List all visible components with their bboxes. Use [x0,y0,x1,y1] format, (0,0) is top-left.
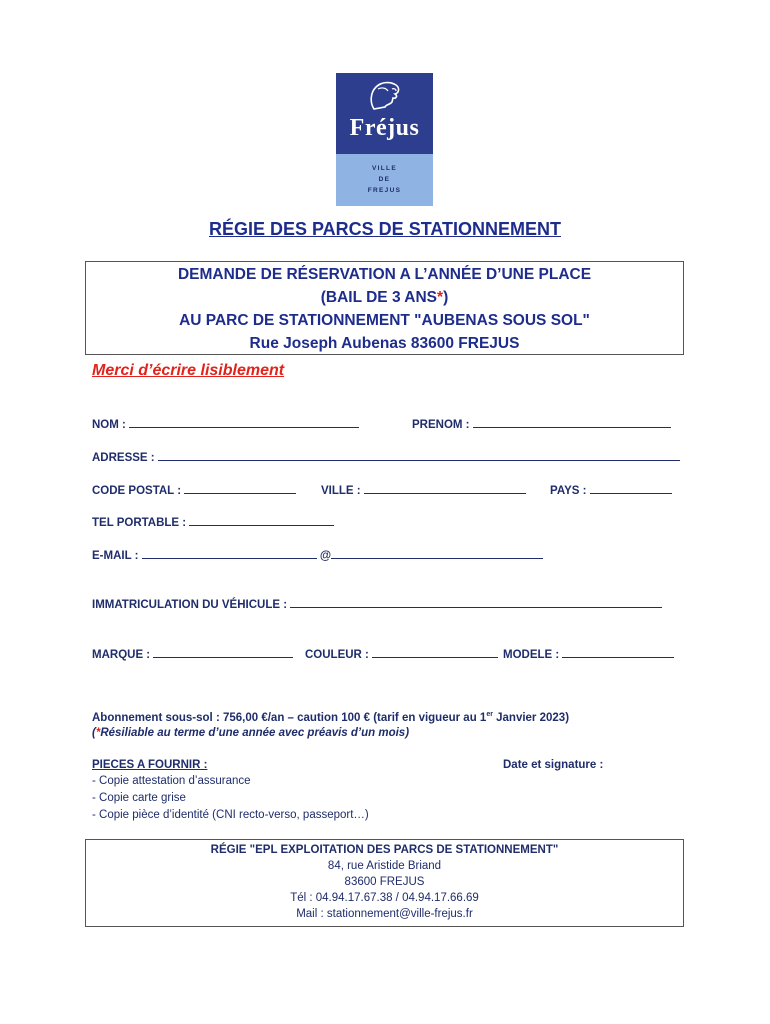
request-box [85,261,684,355]
code-postal-line[interactable] [184,483,296,494]
lease-asterisk: * [437,289,444,306]
nom-line[interactable] [129,417,359,428]
logo-bottom-band [336,154,433,206]
date-signature-label: Date et signature : [503,759,604,771]
adresse-label: ADRESSE : [92,452,155,464]
lease-close: ) [443,289,449,306]
email-label: E-MAIL : [92,550,139,562]
legibility-notice: Merci d’écrire lisiblement [92,362,285,379]
prenom-label: PRENOM : [412,419,470,431]
ville-line[interactable] [364,483,526,494]
ville-field[interactable] [321,483,526,497]
modele-label: MODELE : [503,649,560,661]
contact-email: Mail : stationnement@ville-frejus.fr [296,908,473,920]
document-item: - Copie attestation d’assurance [92,775,251,787]
code-postal-label: CODE POSTAL : [92,485,182,497]
pricing-ordinal: er [486,711,493,718]
request-line-2 [86,289,683,307]
marque-field[interactable] [92,647,293,661]
subscription-pricing [92,711,569,724]
contact-org: RÉGIE "EPL EXPLOITATION DES PARCS DE STATIONNEMENT" [210,844,559,856]
email-domain-line[interactable] [331,548,543,559]
logo-top-band [336,73,433,154]
termination-note [92,727,409,739]
termination-asterisk: * [95,727,101,739]
pays-label: PAYS : [550,485,587,497]
logo-brand-text: Fréjus [349,115,420,141]
pricing-text: Abonnement sous-sol : 756,00 €/an – caution 100 € (tarif en vigueur au 1 [92,711,487,724]
contact-box [85,839,684,927]
couleur-label: COULEUR : [305,649,369,661]
documents-title: PIECES A FOURNIR : [92,759,208,771]
nom-field[interactable] [92,417,359,431]
logo-sub-de: DE [378,176,391,183]
adresse-line[interactable] [158,450,680,461]
pays-line[interactable] [590,483,672,494]
couleur-field[interactable] [305,647,498,661]
ville-label: VILLE : [321,485,361,497]
logo-sub-frejus: FREJUS [367,187,402,194]
email-user-line[interactable] [142,548,317,559]
immatriculation-field[interactable] [92,597,662,611]
modele-field[interactable] [503,647,674,661]
city-logo [336,73,433,206]
pricing-date: Janvier 2023) [492,711,570,724]
immatriculation-label: IMMATRICULATION DU VÉHICULE : [92,599,288,611]
contact-street: 84, rue Aristide Briand [327,860,442,872]
email-at-sign: @ [319,550,332,562]
nom-label: NOM : [92,419,126,431]
prenom-field[interactable] [412,417,671,431]
document-item: - Copie carte grise [92,792,186,804]
request-line-4: Rue Joseph Aubenas 83600 FREJUS [249,335,520,352]
request-line-1: DEMANDE DE RÉSERVATION A L’ANNÉE D’UNE PLACE [177,266,592,283]
marque-label: MARQUE : [92,649,151,661]
tel-label: TEL PORTABLE : [92,517,187,529]
document-item: - Copie pièce d’identité (CNI recto-verso, passeport…) [92,809,369,821]
logo-sub-ville: VILLE [372,165,397,172]
contact-city: 83600 FREJUS [344,876,425,888]
pays-field[interactable] [550,483,672,497]
termination-text: Résiliable au terme d’une année avec préavis d’un mois) [100,727,410,739]
marque-line[interactable] [153,647,293,658]
page-title: RÉGIE DES PARCS DE STATIONNEMENT [208,219,562,239]
termination-paren: ( [92,727,96,739]
email-field[interactable] [92,548,543,562]
tel-line[interactable] [189,515,334,526]
modele-line[interactable] [562,647,674,658]
lease-text: (BAIL DE 3 ANS [320,289,438,306]
couleur-line[interactable] [372,647,498,658]
tel-field[interactable] [92,515,334,529]
immatriculation-line[interactable] [290,597,662,608]
prenom-line[interactable] [473,417,671,428]
marianne-profile-icon [366,79,404,113]
code-postal-field[interactable] [92,483,296,497]
contact-phone: Tél : 04.94.17.67.38 / 04.94.17.66.69 [290,892,479,904]
adresse-field[interactable] [92,450,680,464]
request-line-3: AU PARC DE STATIONNEMENT "AUBENAS SOUS SOL" [179,312,590,329]
